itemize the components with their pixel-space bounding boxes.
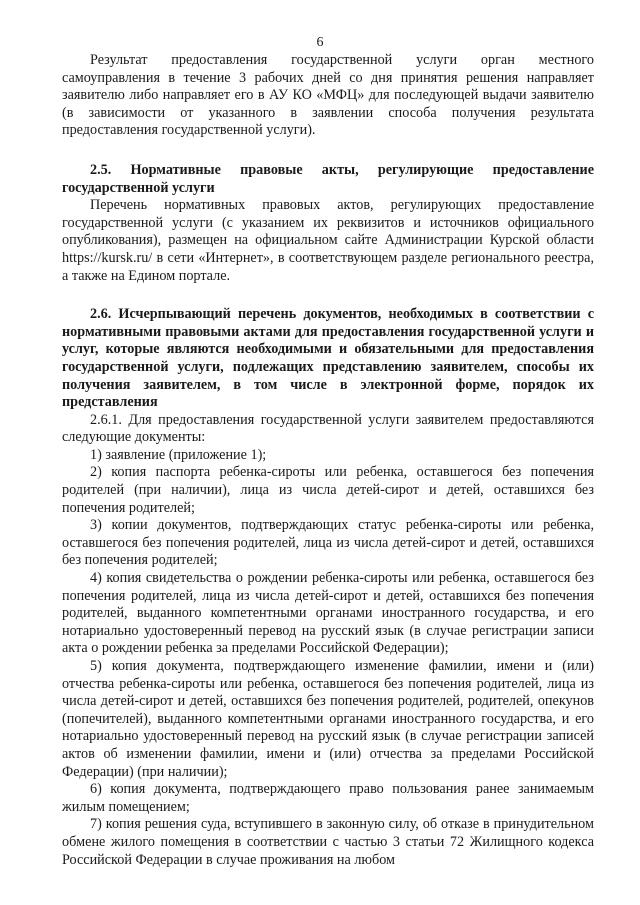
list-item: 3) копии документов, подтверждающих статус ребенка-сироты или ребенка, оставшегося без попечения родителей, лица из числа детей-сирот и детей, оставшихся без попечения родителей; xyxy=(62,517,594,569)
section-2-6-heading: 2.6. Исчерпывающий перечень документов, необходимых в соответствии с нормативными правовыми актами для предоставления государственной услуги и услуг, которые являются необходимыми и обязательными для предоставления государственной услуги, подлежащих представлению заявителем, способы их получения заявителем, в том числе в электронной форме, порядок их представления xyxy=(62,306,594,411)
section-2-5-heading: 2.5. Нормативные правовые акты, регулирующие предоставление государственной услуги xyxy=(62,161,594,196)
document-body xyxy=(62,52,594,869)
spacer xyxy=(62,140,594,162)
list-item: 2) копия паспорта ребенка-сироты или ребенка, оставшегося без попечения родителей (при наличии), лица из числа детей-сирот и детей, оставшихся без попечения родителей; xyxy=(62,464,594,516)
list-item: 7) копия решения суда, вступившего в законную силу, об отказе в принудительном обмене жилого помещения в соответствии с частью 3 статьи 72 Жилищного кодекса Российской Федерации в случае проживания на любом xyxy=(62,816,594,868)
list-item: 6) копия документа, подтверждающего право пользования ранее занимаемым жилым помещением; xyxy=(62,781,594,815)
spacer xyxy=(62,285,594,306)
page-number: 6 xyxy=(316,35,324,50)
list-item: 5) копия документа, подтверждающего изменение фамилии, имени и (или) отчества ребенка-сироты или ребенка, оставшегося без попечения родителей, лица из числа детей-сирот и детей, оставшихся без попечения родителей, родителей, опекунов (попечителей), выданного компетентными органами иностранного государства, и его нотариально удостоверенный перевод на русский язык (в случае регистрации записей актов об изменении фамилии, имени и (или) отчества за пределами Российской Федерации) (при наличии); xyxy=(62,658,594,780)
list-item: 1) заявление (приложение 1); xyxy=(90,446,267,463)
intro-paragraph: Результат предоставления государственной услуги орган местного самоуправления в течение 3 рабочих дней со дня принятия решения направляет заявителю либо направляет его в АУ КО «МФЦ» для последующей выдачи заявителю (в зависимости от указанного в заявлении способа получения результата предоставления государственной услуги). xyxy=(62,52,594,139)
section-2-6-1-text: 2.6.1. Для предоставления государственной услуги заявителем предоставляются следующие документы: xyxy=(62,411,594,446)
section-2-5-text: Перечень нормативных правовых актов, регулирующих предоставление государственной услуги (с указанием их реквизитов и источников официального опубликования), размещен на официальном сайте Администрации Курской области https://kursk.ru/ в сети «Интернет», в соответствующем разделе регионального реестра, а также на Едином портале. xyxy=(62,197,594,284)
list-item: 4) копия свидетельства о рождении ребенка-сироты или ребенка, оставшегося без попечения родителей, лица из числа детей-сирот и детей, оставшихся без попечения родителей, выданного компетентными органами иностранного государства, и его нотариально удостоверенный перевод на русский язык (в случае регистрации записи акта о рождении ребенка за пределами Российской Федерации); xyxy=(62,570,594,657)
